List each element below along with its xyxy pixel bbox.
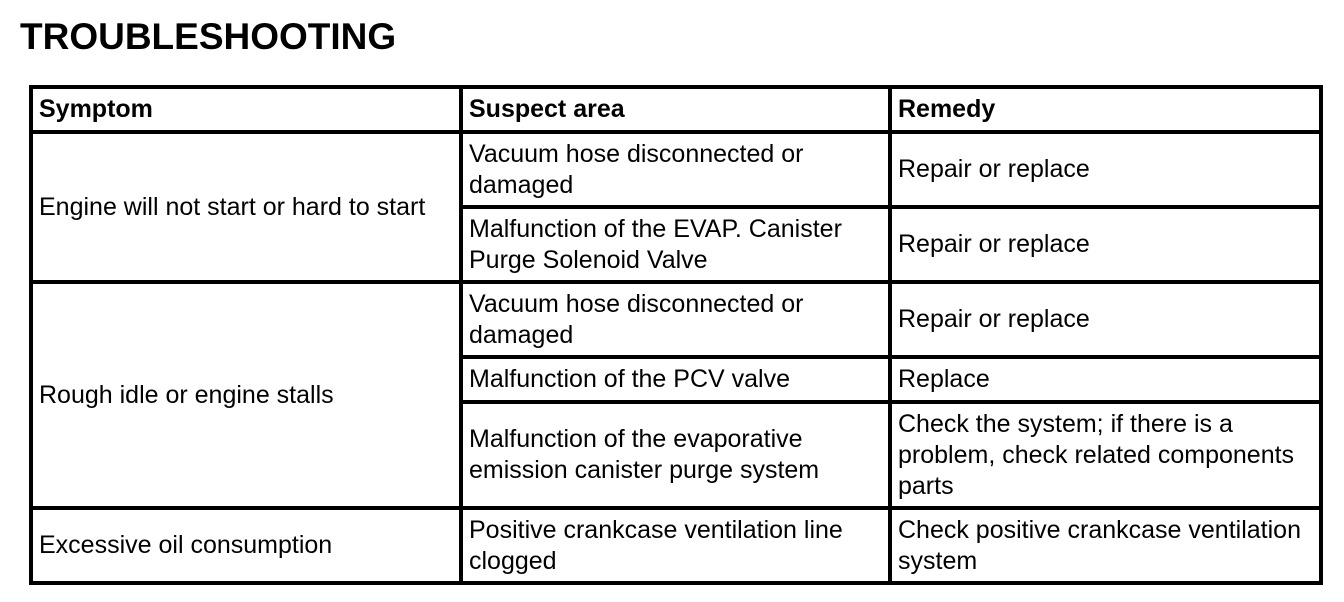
remedy-cell: Check the system; if there is a problem, check related components parts (890, 402, 1321, 508)
remedy-cell: Repair or replace (890, 207, 1321, 282)
table-row (31, 508, 1321, 583)
suspect-area-cell: Vacuum hose disconnected or damaged (461, 282, 890, 357)
header-suspect-area: Suspect area (461, 87, 890, 132)
remedy-cell: Repair or replace (890, 282, 1321, 357)
page-title: TROUBLESHOOTING (20, 16, 397, 57)
suspect-area-cell: Positive crankcase ventilation line clogged (461, 508, 890, 583)
suspect-area-cell: Malfunction of the PCV valve (461, 357, 890, 402)
header-symptom: Symptom (31, 87, 461, 132)
remedy-cell: Check positive crankcase ventilation system (890, 508, 1321, 583)
remedy-cell: Repair or replace (890, 132, 1321, 207)
suspect-area-cell: Malfunction of the evaporative emission canister purge system (461, 402, 890, 508)
suspect-area-cell: Vacuum hose disconnected or damaged (461, 132, 890, 207)
symptom-cell: Excessive oil consumption (31, 508, 461, 583)
table-row (31, 282, 1321, 357)
table-row (31, 132, 1321, 207)
header-remedy: Remedy (890, 87, 1321, 132)
remedy-cell: Replace (890, 357, 1321, 402)
troubleshooting-table (29, 85, 1323, 585)
suspect-area-cell: Malfunction of the EVAP. Canister Purge Solenoid Valve (461, 207, 890, 282)
table-header-row (31, 87, 1321, 132)
symptom-cell: Engine will not start or hard to start (31, 132, 461, 282)
symptom-cell: Rough idle or engine stalls (31, 282, 461, 508)
